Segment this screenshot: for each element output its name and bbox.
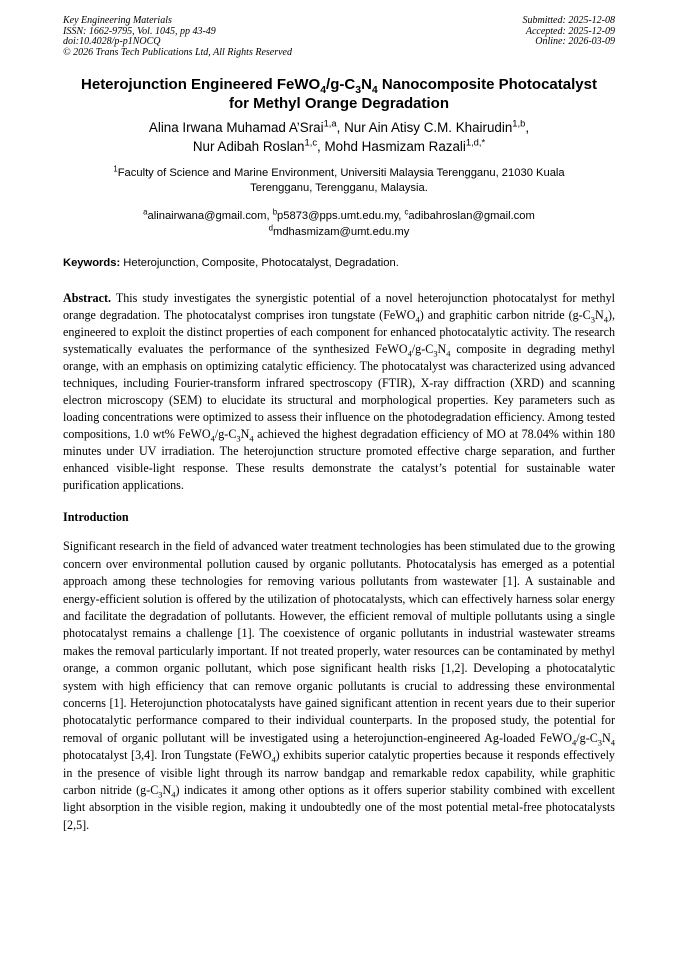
abstract-text: N xyxy=(594,308,604,323)
submitted-date: Submitted: 2025-12-08 xyxy=(522,15,615,26)
title-text: N xyxy=(361,76,372,94)
abstract-text: This study investigates the synergistic potential of a novel heterojunction photocatalyst for methyl orange degradation. The photocatalyst comprises iron tungstate (FeWO xyxy=(63,291,615,323)
abstract-text: N xyxy=(437,342,447,357)
affiliation xyxy=(63,166,615,196)
keywords-text: Heterojunction, Composite, Photocatalyst, Degradation. xyxy=(120,257,399,270)
intro-text: Significant research in the field of advanced water treatment technologies has been stimulated due to the growing concern over environmental pollution caused by organic pollutants. Photocatalysis has emerged as a potential approach among these technologies for removing various pollutants from wastewater [1]. A sustainable and energy-efficient solution is offered by the utilization of photocatalysts, which can effectively harness solar energy and facilitate the degradation of pollutants. However, the efficient removal of multiple pollutants using a single photocatalyst remains a challenge [1]. The coexistence of organic pollutants in industrial wastewater streams makes the removal particularly important. If not treated properly, water resources can be contaminated by methyl orange, a common organic pollutant, which pose significant health risks [1,2]. Developing a photocatalytic system with high efficiency that can remove organic pollutants is crucial to addressing these environmental concerns [1]. Heterojunction photocatalysts have gained significant attention in recent years due to their superior photocatalytic performance compared to their individual counterparts. In the proposed study, the potential for removal of organic pollutant will be investigated using a heterojunction-engineered Ag-loaded FeWO xyxy=(63,539,615,745)
title-text: Heterojunction Engineered FeWO xyxy=(81,76,321,94)
author-name: Nur Ain Atisy C.M. Khairudin xyxy=(344,120,513,136)
email-sup: b xyxy=(272,207,278,217)
email-a: alinairwana@gmail.com xyxy=(147,210,267,223)
introduction-paragraph xyxy=(63,538,615,834)
abstract-subscript: 4 xyxy=(415,314,420,325)
affiliation-line-1 xyxy=(63,166,615,181)
title-subscript: 4 xyxy=(371,84,378,97)
abstract-subscript: 4 xyxy=(603,314,608,325)
intro-subscript: 4 xyxy=(572,737,577,748)
abstract-subscript: 4 xyxy=(446,348,451,359)
intro-subscript: 4 xyxy=(610,737,615,748)
intro-text: N xyxy=(602,730,611,745)
abstract-text: ), engineered to exploit the distinct properties of each component for enhanced photocatalytic activity. The research systematically evaluates the performance of the synthesized FeWO xyxy=(63,308,616,357)
keywords xyxy=(63,256,615,271)
author-name: Alina Irwana Muhamad A’Srai xyxy=(148,120,324,136)
abstract-text: /g-C xyxy=(214,427,237,442)
abstract-subscript: 3 xyxy=(590,314,595,325)
affiliation-text: Faculty of Science and Marine Environment, Universiti Malaysia Terengganu, 21030 Kuala xyxy=(117,167,565,180)
email-sup: d xyxy=(268,223,274,233)
submission-dates xyxy=(523,16,616,58)
intro-text: /g-C xyxy=(576,730,598,745)
abstract-text: ) and graphitic carbon nitride (g-C xyxy=(419,308,591,323)
title-text: /g-C xyxy=(326,76,356,94)
author-separator: , xyxy=(317,139,325,155)
author-separator: , xyxy=(336,120,345,136)
intro-subscript: 4 xyxy=(271,754,276,765)
author-sup: 1,d,* xyxy=(465,137,486,148)
abstract-subscript: 4 xyxy=(210,433,215,444)
journal-info xyxy=(63,16,292,58)
paper-title xyxy=(63,75,615,113)
email-line-2 xyxy=(63,224,615,240)
author-separator: , xyxy=(525,120,530,136)
author-name: Nur Adibah Roslan xyxy=(192,139,305,155)
title-line-2: for Methyl Orange Degradation xyxy=(228,95,450,113)
title-subscript: 4 xyxy=(320,84,327,97)
intro-text: N xyxy=(162,783,172,798)
abstract-text: composite in degrading methyl orange, with an emphasis on optimizing catalytic efficiency. The photocatalyst was characterized using advanced techniques, including Fourier-transform infrared spectroscopy (FTIR), X-ray diffraction (XRD) and scanning electron microscopy (SEM) to elucidate its structural and morphological properties. Key parameters such as loading concentrations were optimized to assess their influence on the photodegradation efficiency. Among tested compositions, 1.0 wt% FeWO xyxy=(63,342,616,442)
abstract-label: Abstract. xyxy=(63,291,112,306)
abstract-text: N xyxy=(240,427,250,442)
intro-subscript: 3 xyxy=(597,737,603,748)
abstract-subscript: 4 xyxy=(249,433,254,444)
journal-doi: doi:10.4028/p-p1NOCQ xyxy=(63,36,161,48)
abstract-subscript: 3 xyxy=(433,348,438,359)
abstract-text: /g-C xyxy=(411,342,434,357)
accepted-date: Accepted: 2025-12-09 xyxy=(525,25,615,37)
title-text: Nanocomposite Photocatalyst xyxy=(377,76,597,94)
intro-subscript: 3 xyxy=(158,789,163,800)
author-list xyxy=(63,118,615,156)
abstract-subscript: 3 xyxy=(236,433,241,444)
keywords-label: Keywords: xyxy=(63,257,121,270)
section-heading-introduction: Introduction xyxy=(63,510,129,525)
abstract-subscript: 4 xyxy=(407,348,412,359)
journal-copyright: © 2026 Trans Tech Publications Ltd, All Rights Reserved xyxy=(63,46,292,58)
email-d: mdhasmizam@umt.edu.my xyxy=(273,226,410,239)
author-sup: 1,a xyxy=(323,118,337,129)
paper-page xyxy=(63,16,615,834)
author-line-1 xyxy=(63,118,615,137)
intro-text: ) exhibits superior catalytic properties because it responds effectively in the presence of visible light through its narrow bandgap and remarkable redox capability, while graphitic carbon nitride (g-C xyxy=(63,748,615,798)
abstract-text: achieved the highest degradation efficiency of MO at 78.04% within 180 minutes under UV irradiation. The heterojunction structure promoted effective charge separation, and further enhanced visible-light response. These results demonstrate the catalyst’s potential for sustainable water purification applications. xyxy=(63,427,615,493)
title-subscript: 3 xyxy=(355,84,362,97)
journal-name: Key Engineering Materials xyxy=(63,15,172,26)
email-sup: c xyxy=(404,207,409,217)
journal-header xyxy=(63,16,615,58)
intro-subscript: 4 xyxy=(171,789,176,800)
intro-text: ) indicates it among other options as it offers superior stability combined with excellent light absorption in the visible region, making it undoubtedly one of the most potential metal-free photocatalysts [2,5]. xyxy=(63,783,615,832)
intro-text: photocatalyst [3,4]. Iron Tungstate (FeWO xyxy=(63,748,272,763)
affiliation-line-2: Terengganu, Terengganu, Malaysia. xyxy=(250,182,428,195)
affiliation-sup: 1 xyxy=(113,164,118,174)
author-line-2 xyxy=(63,137,615,156)
journal-issn: ISSN: 1662-9795, Vol. 1045, pp 43-49 xyxy=(63,25,216,37)
email-line-1: $^a$alinairwana@gmail.com, $^b$p5873@pps.umt.edu.my, $^c$adibahroslan@gmail.com xyxy=(143,207,535,223)
title-line-1 xyxy=(63,75,615,97)
email-sup: a xyxy=(143,207,148,217)
email-c: adibahroslan@gmail.com xyxy=(408,210,535,223)
abstract xyxy=(63,290,615,494)
author-name: Mohd Hasmizam Razali xyxy=(324,139,466,155)
author-sup: 1,c xyxy=(304,137,318,148)
online-date: Online: 2026-03-09 xyxy=(535,36,615,48)
author-emails xyxy=(63,208,615,240)
author-sup: 1,b xyxy=(512,118,526,129)
email-b: p5873@pps.umt.edu.my xyxy=(277,210,399,223)
